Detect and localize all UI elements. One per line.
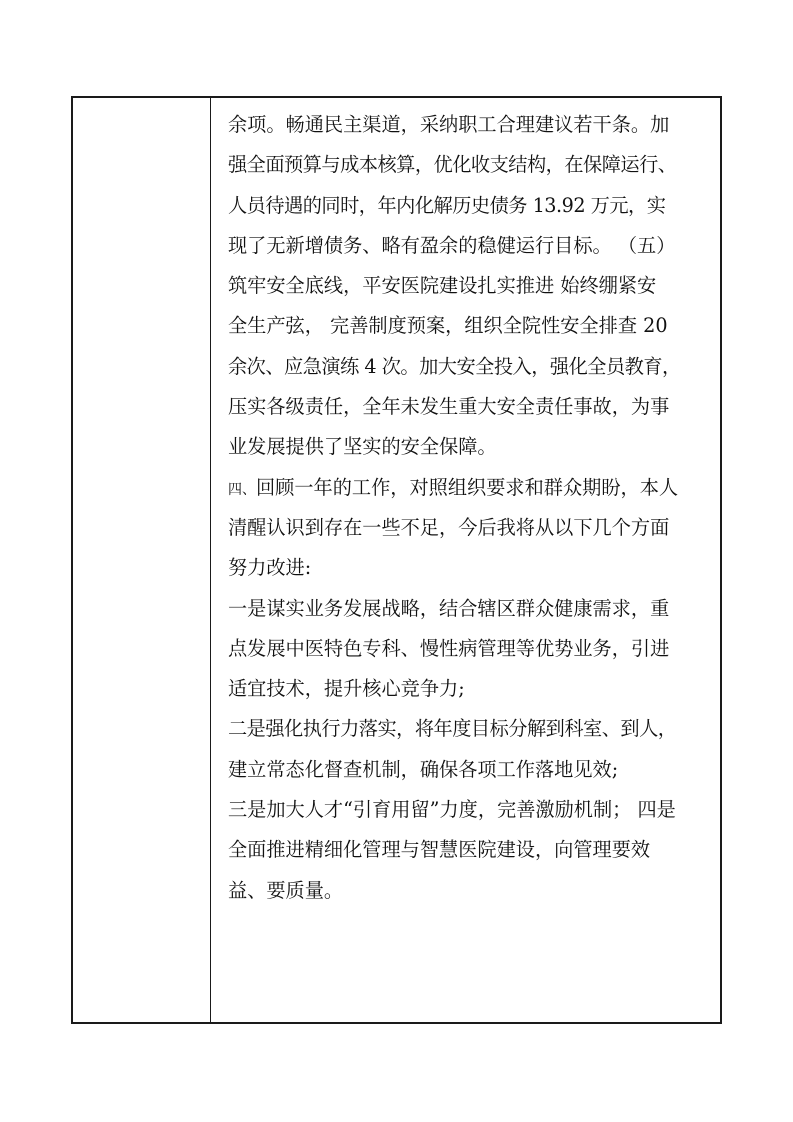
text-line: 压实各级责任，全年未发生重大安全责任事故，为事 <box>228 395 670 419</box>
text-line: 余项。畅通民主渠道，采纳职工合理建议若干条。加 <box>228 113 670 136</box>
point-line: 三是加大人才“引育用留”力度，完善激励机制； 四是 <box>228 798 676 822</box>
text-line: 现了无新增债务、略有盈余的稳健运行目标。 （五） <box>228 233 676 257</box>
text-line: 人员待遇的同时，年内化解历史债务 13.92 万元，实 <box>228 193 666 217</box>
text-line: 清醒认识到存在一些不足，今后我将从以下几个方面 <box>228 515 670 539</box>
text-line: 业发展提供了坚实的安全保障。 <box>228 435 497 459</box>
section-marker: 四、 <box>228 481 256 498</box>
label-cell <box>73 98 210 1022</box>
text-line: 努力改进: <box>228 556 312 580</box>
point-line: 益、要质量。 <box>228 878 344 902</box>
text-line: 全生产弦， 完善制度预案，组织全院性安全排查 20 <box>228 314 668 338</box>
content-cell <box>228 105 716 911</box>
text-line: 强全面预算与成本核算，优化收支结构，在保障运行、 <box>228 153 677 177</box>
text-line: 筑牢安全底线，平安医院建设扎实推进 始终绷紧安 <box>228 274 657 298</box>
point-line: 一是谋实业务发展战略，结合辖区群众健康需求，重 <box>228 596 670 620</box>
point-line: 建立常态化督查机制，确保各项工作落地见效; <box>228 757 619 781</box>
text-line: 回顾一年的工作，对照组织要求和群众期盼，本人 <box>256 475 679 499</box>
column-divider <box>210 98 211 1022</box>
form-table <box>71 96 722 1024</box>
point-line: 适宜技术，提升核心竞争力; <box>228 677 465 701</box>
section-four-heading <box>228 468 716 508</box>
point-line: 二是强化执行力落实，将年度目标分解到科室、到人， <box>228 717 677 741</box>
point-line: 点发展中医特色专科、慢性病管理等优势业务，引进 <box>228 636 670 660</box>
text-line: 余次、应急演练 4 次。加大安全投入，强化全员教育， <box>228 354 681 378</box>
point-line: 全面推进精细化管理与智慧医院建设，向管理要效 <box>228 838 651 862</box>
